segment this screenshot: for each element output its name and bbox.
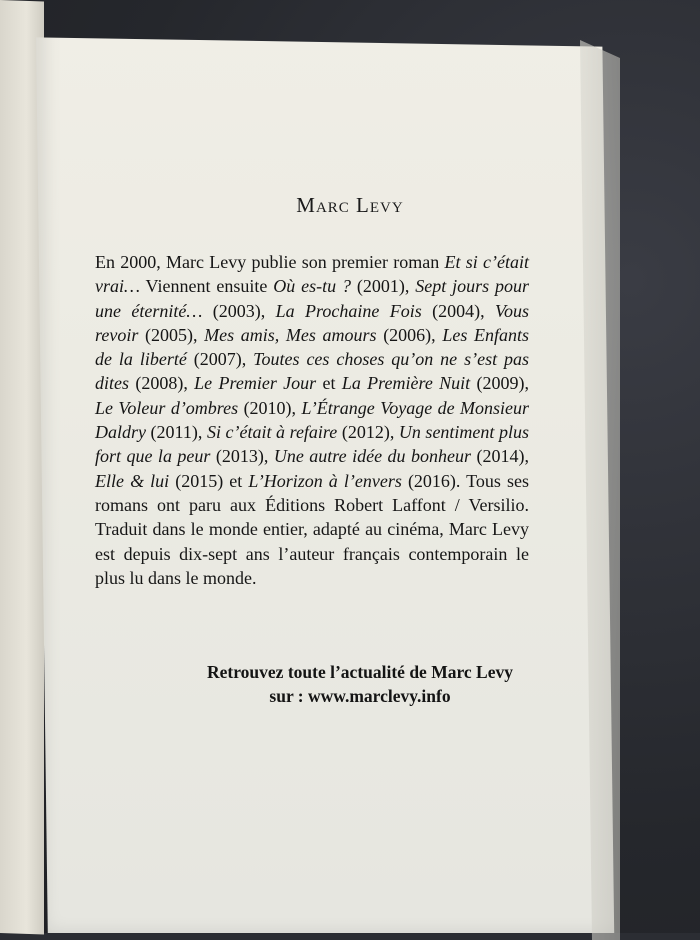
author-bio-paragraph <box>95 250 529 590</box>
bio-text: (2011), <box>146 422 207 443</box>
book-title: Le Voleur d’ombres <box>95 397 239 418</box>
bio-text: (2001), <box>350 276 416 297</box>
book-title: Toutes ces choses qu’on ne s’est pas dites <box>95 349 530 394</box>
bio-text: (2003), <box>202 300 276 321</box>
book-title: Un sentiment plus fort que la peur <box>95 422 529 467</box>
bio-text: (2007), <box>186 349 254 370</box>
bio-text: (2015) et <box>169 470 249 491</box>
bio-text: (2004), <box>421 300 495 321</box>
book-title: Où es-tu ? <box>273 276 351 297</box>
website-footer <box>0 660 700 708</box>
author-name: Marc Levy <box>296 193 404 217</box>
bio-text: En 2000, Marc Levy publie son premier roman <box>95 252 445 272</box>
bio-text: (2009), <box>470 373 529 394</box>
footer-website-line[interactable]: sur : www.marclevy.info <box>269 686 451 706</box>
book-title: L’Horizon à l’envers <box>248 470 402 491</box>
bio-text: (2016). Tous ses romans ont paru aux Éditions Robert Laffont / Versilio. Traduit dans le monde entier, adapté au cinéma, Marc Levy est depuis dix-sept ans l’auteur français contemporain le plus lu dans le monde. <box>95 470 529 588</box>
bio-text: (2008), <box>129 373 195 394</box>
bio-text: (2005), <box>138 324 205 345</box>
book-title: Sept jours pour une éternité… <box>95 276 529 321</box>
book-title: Et si c’était vrai… <box>95 252 529 297</box>
bio-text: (2014), <box>471 446 529 467</box>
bio-text: (2012), <box>337 422 399 443</box>
book-title: Mes amis, Mes amours <box>204 324 377 345</box>
book-title: L’Étrange Voyage de Monsieur Daldry <box>95 397 529 443</box>
book-title: Si c’était à refaire <box>206 422 338 443</box>
bio-text: (2006), <box>376 324 443 345</box>
bio-text: Viennent ensuite <box>140 276 274 297</box>
book-title: Elle & lui <box>95 470 170 491</box>
book-title: Les Enfants de la liberté <box>95 324 529 370</box>
book-title: La Première Nuit <box>341 373 471 394</box>
book-title: La Prochaine Fois <box>275 300 422 321</box>
bio-text: (2013), <box>210 446 274 467</box>
footer-line-1: Retrouvez toute l’actualité de Marc Levy <box>207 662 513 682</box>
book-title: Le Premier Jour <box>194 373 317 394</box>
book-title: Vous revoir <box>95 300 529 345</box>
bio-text: et <box>316 373 342 394</box>
bio-text: (2010), <box>238 397 302 418</box>
book-title: Une autre idée du bonheur <box>273 446 472 467</box>
page-title <box>0 193 700 218</box>
